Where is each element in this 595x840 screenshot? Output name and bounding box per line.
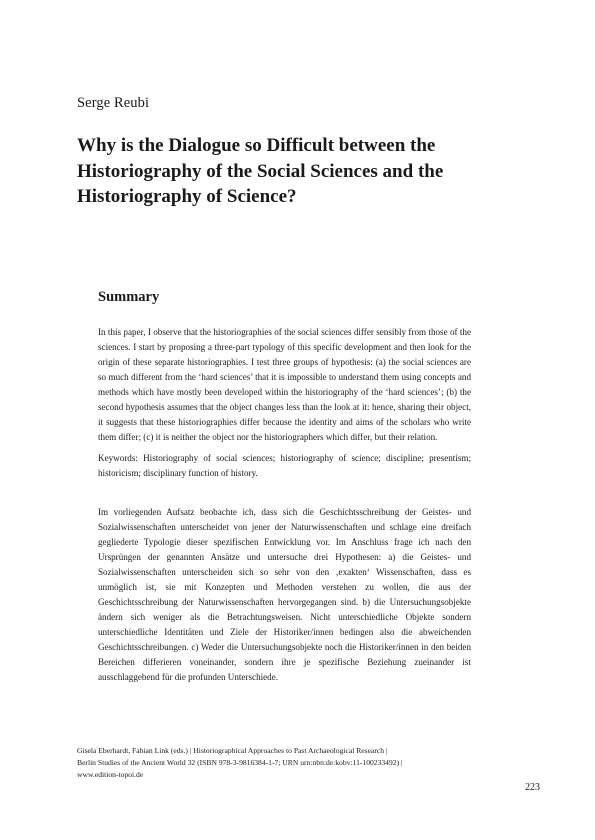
footer-line-1: Gisela Eberhardt, Fabian Link (eds.) | Historiographical Approaches to Past Archaeological Research | [77, 746, 388, 755]
publication-footer [77, 745, 467, 781]
abstract-german: Im vorliegenden Aufsatz beobachte ich, dass sich die Geschichtsschreibung der Geistes- und Sozialwissenschaften unterscheidet von jener der Naturwissenschaften und schlage eine dreifach gegliederte Typologie dieser spezifischen Entwicklung vor. Im Anschluss frage ich nach den Ursprüngen der genannten Ansätze und untersuche drei Hypothesen: a) die Geistes- und Sozialwissenschaften unterscheiden sich so sehr von den ‚exakten‘ Wissenschaften, dass es unmöglich ist, sie mit Konzepten und Methoden verstehen zu wollen, die aus der Geschichtsschreibung der Naturwissenschaften hervorgegangen sind. b) die Untersuchungsobjekte ändern sich weniger als die Betrachtungsweisen. Nicht unterschiedliche Objekte sondern unterschiedliche Identitäten und Ziele der Historiker/innen bedingen also die abweichenden Geschichtsschreibungen. c) Weder die Untersuchungsobjekte noch die Historiker/innen in den beiden Bereichen differieren voneinander, sondern ihre je spezifische Beziehung zueinander ist ausschlaggebend für die profunden Unterschiede. [98, 507, 471, 682]
summary-heading: Summary [98, 289, 160, 305]
page-number: 223 [525, 782, 540, 793]
footer-link[interactable]: www.edition-topoi.de [77, 770, 144, 779]
author-name: Serge Reubi [77, 95, 150, 111]
footer-line-2: Berlin Studies of the Ancient World 32 (ISBN 978-3-9816384-1-7; URN urn:nbn:de:kobv:11-100233492) | [77, 758, 403, 767]
article-title: Why is the Dialogue so Difficult between the Historiography of the Social Sciences and the Historiography of Science? [77, 135, 444, 207]
abstract-english: In this paper, I observe that the historiographies of the social sciences differ sensibly from those of the sciences. I start by proposing a three-part typology of this specific development and then look for the origin of these separate historiographies. I test three groups of hypothesis: (a) the social sciences are so much different from the ‘hard sciences’ that it is impossible to understand them using concepts and methods which have mostly been developed within the historiography of the ‘hard sciences’; (b) the second hypothesis assumes that the object changes less than the look at it: hence, sharing their object, it suggests that these historiographies differ because the identity and aims of the scholars who write them differ; (c) it is neither the object nor the historiographers which differ, but their relation. [98, 327, 471, 442]
keywords: Keywords: Historiography of social sciences; historiography of science; discipline; presentism; historicism; disciplinary function of history. [98, 453, 471, 478]
